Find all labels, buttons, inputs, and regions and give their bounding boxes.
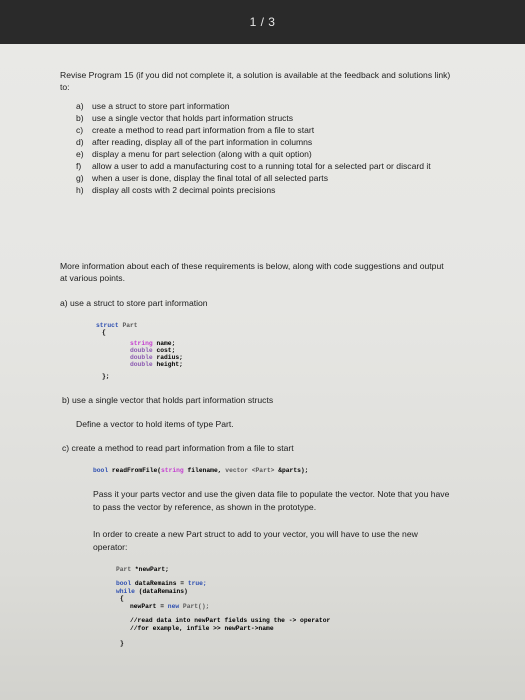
- code-type: double: [130, 361, 153, 369]
- code-type: double: [130, 354, 153, 362]
- task-marker: f): [76, 161, 82, 171]
- code-type: double: [130, 346, 153, 354]
- code-comment: //read data into newPart fields using the -> operator: [130, 617, 331, 625]
- new-operator-code-block: [116, 566, 330, 647]
- code-keyword: bool: [116, 580, 135, 588]
- code-line: [116, 603, 330, 610]
- code-type: Part();: [182, 603, 210, 611]
- code-brace: {: [102, 329, 106, 337]
- code-line: [96, 329, 183, 336]
- code-type: string: [130, 339, 153, 347]
- code-identifier: dataRemains =: [134, 580, 188, 588]
- prototype-code: [93, 467, 308, 474]
- task-list: [76, 100, 431, 196]
- code-line: [116, 566, 330, 573]
- task-item-e: [76, 148, 431, 160]
- intro-line-1: Revise Program 15 (if you did not complete it, a solution is available at the feedback and solutions link): [60, 70, 451, 80]
- task-text: display a menu for part selection (along with a quit option): [92, 149, 312, 159]
- code-brace: }: [120, 640, 124, 648]
- task-text: display all costs with 2 decimal points precisions: [92, 185, 276, 195]
- section-c-heading: c) create a method to read part information from a file to start: [62, 443, 294, 453]
- code-identifier: cost;: [152, 346, 176, 354]
- page-indicator: 1 / 3: [249, 15, 276, 29]
- task-marker: a): [76, 101, 84, 111]
- code-identifier: filename,: [183, 467, 226, 474]
- code-type: vector <Part>: [225, 467, 275, 474]
- para-2-line-2: operator:: [93, 542, 128, 552]
- task-item-f: [76, 160, 431, 172]
- code-keyword: new: [167, 603, 183, 611]
- code-type: Part: [116, 566, 135, 573]
- task-marker: g): [76, 173, 84, 183]
- code-brace: };: [102, 372, 110, 380]
- code-line: [96, 354, 183, 361]
- task-marker: d): [76, 137, 84, 147]
- code-identifier: &parts);: [274, 467, 309, 474]
- code-identifier: *newPart;: [134, 566, 169, 573]
- code-line: [116, 580, 330, 587]
- code-keyword: while: [116, 587, 139, 595]
- para-2-line-1: In order to create a new Part struct to add to your vector, you will have to use the new: [93, 529, 418, 539]
- code-identifier: newPart =: [130, 603, 168, 611]
- code-identifier: name;: [152, 339, 176, 347]
- code-brace: {: [120, 594, 124, 602]
- code-type: Part: [118, 322, 138, 329]
- task-text: create a method to read part information from a file to start: [92, 125, 315, 135]
- task-marker: h): [76, 185, 84, 195]
- task-marker: b): [76, 113, 84, 123]
- code-identifier: (dataRemains): [138, 587, 188, 595]
- document-page: [0, 44, 525, 700]
- code-identifier: height;: [152, 361, 183, 369]
- code-keyword: bool: [93, 467, 112, 474]
- task-text: use a single vector that holds part information structs: [92, 113, 294, 123]
- code-type: string: [161, 467, 184, 474]
- code-line: [96, 322, 183, 329]
- task-marker: c): [76, 125, 84, 135]
- section-b-heading: b) use a single vector that holds part information structs: [62, 395, 274, 405]
- task-item-a: [76, 100, 431, 112]
- section-a-heading: a) use a struct to store part information: [60, 298, 208, 308]
- code-line: [116, 588, 330, 595]
- more-info-line-1: More information about each of these requirements is below, along with code suggestions and output: [60, 261, 444, 271]
- intro-line-2: to:: [60, 82, 70, 92]
- para-1-line-2: to pass the vector by reference, as shown in the prototype.: [93, 502, 317, 512]
- task-text: allow a user to add a manufacturing cost to a running total for a selected part or discard it: [92, 161, 431, 171]
- viewer-toolbar: [0, 0, 525, 44]
- code-line: [96, 347, 183, 354]
- code-comment: //for example, infile >> newPart->name: [130, 624, 274, 632]
- more-info-line-2: at various points.: [60, 273, 125, 283]
- code-line: [96, 340, 183, 347]
- task-text: after reading, display all of the part information in columns: [92, 137, 313, 147]
- code-line: [96, 373, 183, 380]
- code-keyword: struct: [96, 322, 119, 329]
- code-line: [96, 361, 183, 368]
- section-b-detail: Define a vector to hold items of type Part.: [76, 419, 234, 429]
- task-text: use a struct to store part information: [92, 101, 230, 111]
- code-identifier: readFromFile(: [111, 467, 162, 474]
- task-item-d: [76, 136, 431, 148]
- code-keyword: true;: [187, 580, 207, 588]
- code-line: [116, 595, 330, 602]
- code-identifier: radius;: [152, 354, 183, 362]
- task-item-h: [76, 184, 431, 196]
- struct-code-block: [96, 322, 183, 380]
- para-1-line-1: Pass it your parts vector and use the given data file to populate the vector. Note that you have: [93, 489, 450, 499]
- task-item-b: [76, 112, 431, 124]
- task-item-c: [76, 124, 431, 136]
- task-text: when a user is done, display the final total of all selected parts: [92, 173, 328, 183]
- task-item-g: [76, 172, 431, 184]
- task-marker: e): [76, 149, 84, 159]
